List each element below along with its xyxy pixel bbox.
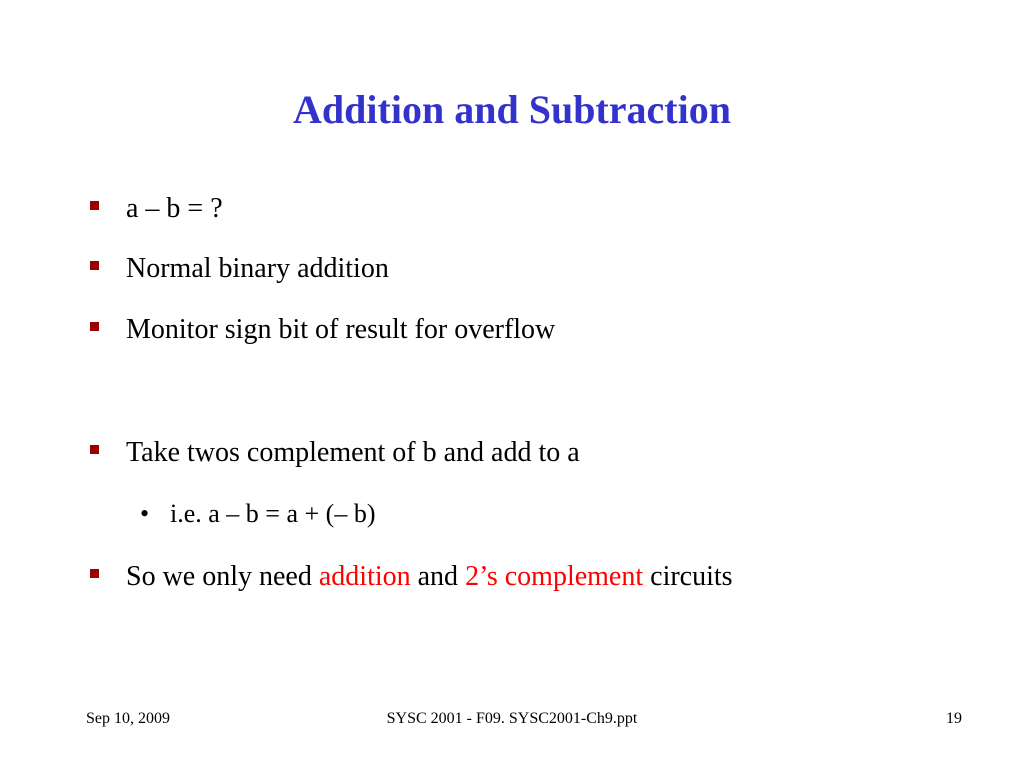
bullet-text: a – b = ? [126, 193, 223, 224]
highlight-complement: 2’s complement [465, 561, 644, 592]
highlight-addition: addition [318, 561, 411, 592]
bullet-text: Normal binary addition [126, 253, 389, 284]
sub-bullet-text: i.e. a – b = a + (– b) [170, 499, 376, 528]
bullet-text: Take twos complement of b and add to a [126, 437, 580, 468]
square-bullet-icon [90, 322, 99, 331]
footer-center-text: SYSC 2001 - F09. SYSC2001-Ch9.ppt [386, 710, 638, 727]
text-part: circuits [643, 561, 733, 592]
slide-title: Addition and Subtraction [293, 87, 731, 132]
square-bullet-icon [90, 569, 99, 578]
square-bullet-icon [90, 261, 99, 270]
footer-date: Sep 10, 2009 [86, 710, 170, 727]
square-bullet-icon [90, 201, 99, 210]
bullet-text: Monitor sign bit of result for overflow [126, 314, 556, 345]
bullet-text-rich [126, 560, 733, 594]
text-part: So we only need [126, 561, 319, 592]
square-bullet-icon [90, 445, 99, 454]
text-part: and [410, 561, 466, 592]
footer-page-number: 19 [946, 710, 962, 727]
round-bullet-icon: • [140, 499, 150, 528]
